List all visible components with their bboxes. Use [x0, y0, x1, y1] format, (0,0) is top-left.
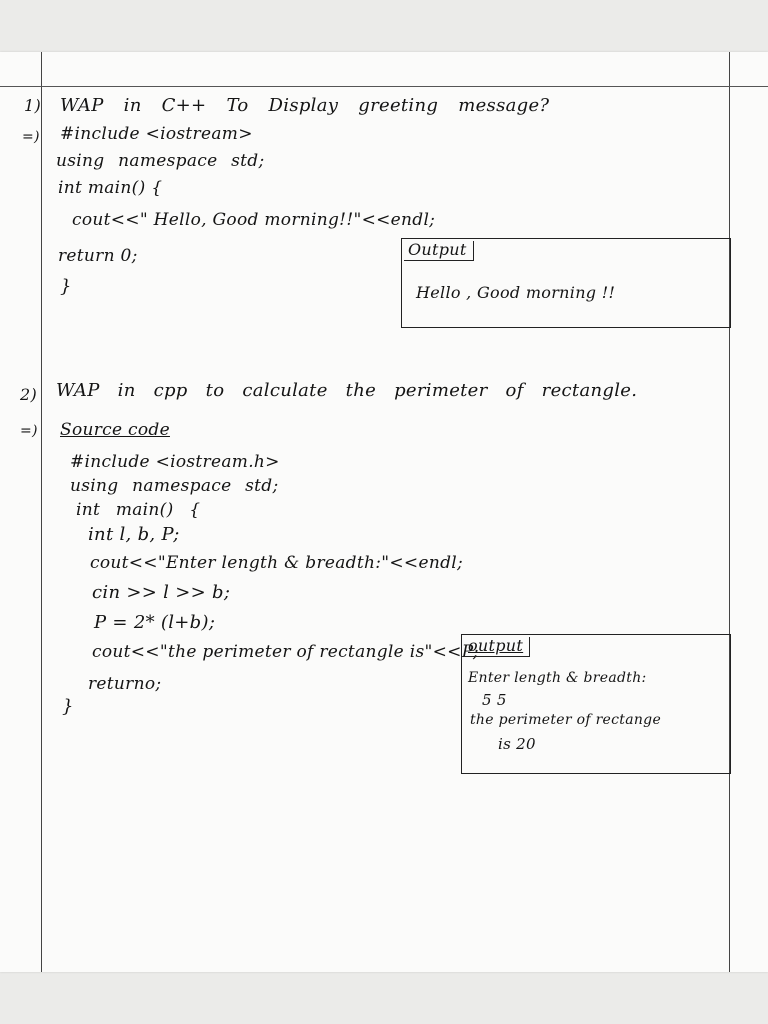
q1-code-line-1: #include <iostream> — [60, 124, 253, 144]
q2-output-line-2: 5 5 — [482, 691, 507, 709]
notebook-page — [0, 52, 768, 972]
q1-code-line-2: using namespace std; — [56, 151, 265, 171]
q2-output-line-1: Enter length & breadth: — [468, 670, 647, 686]
q2-arrow: =) — [20, 423, 38, 439]
q1-arrow: =) — [22, 129, 40, 145]
q1-output-box — [401, 238, 731, 328]
q2-code-line-1: #include <iostream.h> — [70, 452, 280, 472]
top-rule-line — [0, 86, 768, 87]
q1-code-line-4: cout<<" Hello, Good morning!!"<<endl; — [72, 210, 436, 230]
q1-output-text: Hello , Good morning !! — [416, 283, 616, 302]
q2-code-line-10: } — [62, 696, 74, 717]
q1-code-line-5: return 0; — [58, 246, 138, 266]
q1-code-line-3: int main() { — [58, 178, 163, 198]
q2-code-line-3: int main() { — [76, 500, 201, 520]
q2-code-line-6: cin >> l >> b; — [92, 582, 231, 603]
q2-code-line-5: cout<<"Enter length & breadth:"<<endl; — [90, 553, 464, 573]
q2-code-line-8: cout<<"the perimeter of rectangle is"<<P; — [92, 642, 479, 662]
q2-output-box — [461, 634, 731, 774]
q2-code-line-2: using namespace std; — [70, 476, 279, 496]
q1-prompt: WAP in C++ To Display greeting message? — [60, 95, 550, 116]
q2-prompt: WAP in cpp to calculate the perimeter of rectangle. — [56, 380, 638, 401]
q2-output-label: output — [464, 637, 530, 657]
q2-code-line-7: P = 2* (l+b); — [94, 612, 216, 633]
q2-code-line-9: returno; — [88, 674, 162, 694]
q1-output-label: Output — [404, 241, 474, 261]
q1-number: 1) — [24, 96, 42, 115]
q2-source-heading: Source code — [60, 420, 170, 440]
left-margin-line — [41, 52, 42, 972]
q2-number: 2) — [20, 385, 38, 404]
q2-output-line-4: is 20 — [498, 735, 536, 753]
right-margin-line — [729, 52, 730, 972]
q1-code-line-6: } — [60, 276, 72, 297]
q2-output-line-3: the perimeter of rectange — [470, 712, 662, 728]
q2-code-line-4: int l, b, P; — [88, 524, 180, 545]
